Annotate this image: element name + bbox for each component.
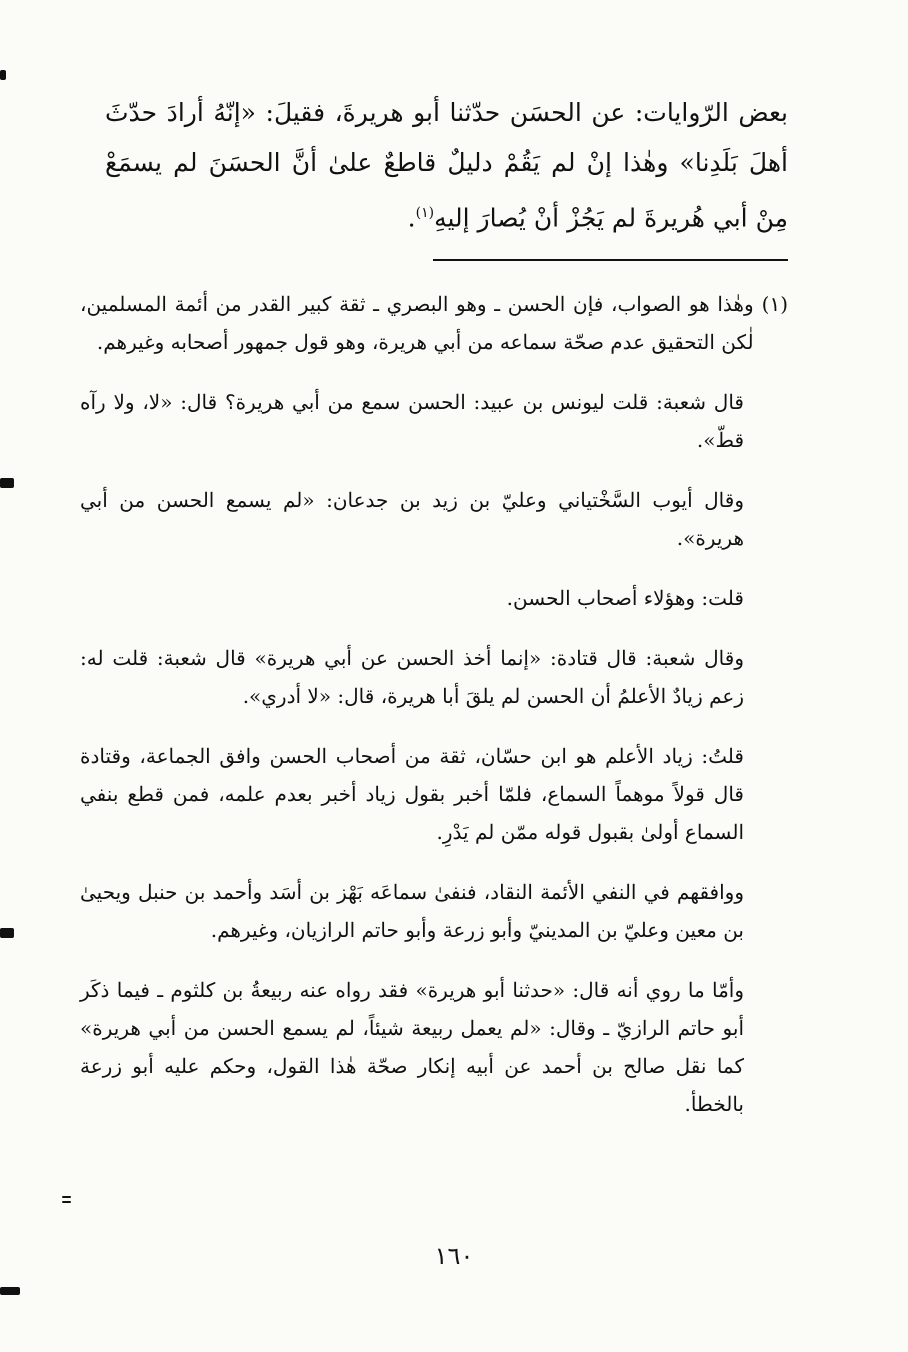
footnote-separator xyxy=(433,259,788,261)
footnotes-section xyxy=(80,285,788,1145)
footnote-paragraph: قال شعبة: قلت ليونس بن عبيد: الحسن سمع من أبي هريرة؟ قال: «لا، ولا رآه قطّ». xyxy=(80,390,744,452)
footnote-1 xyxy=(80,285,788,361)
main-text xyxy=(105,88,788,243)
scan-edge-mark xyxy=(0,1287,20,1295)
footnote-reference[interactable]: (١) xyxy=(415,205,435,221)
footnote-paragraph: قلت: وهؤلاء أصحاب الحسن. xyxy=(506,586,744,610)
footnote-paragraph: وأمّا ما روي أنه قال: «حدثنا أبو هريرة» فقد رواه عنه ربيعةُ بن كلثوم ـ فيما ذكَر أبو حاتم الرازيّ ـ وقال: «لم يعمل ربيعة شيئاً، لم يسمع الحسن من أبي هريرة» كما نقل صالح بن أحمد عن أبيه إنكار صحّة هٰذا القول، وحكم عليه أبو زرعة بالخطأ. xyxy=(80,978,744,1116)
footnote-paragraph: ووافقهم في النفي الأئمة النقاد، فنفىٰ سماعَه بَهْز بن أسَد وأحمد بن حنبل ويحيىٰ بن معين وعليّ بن المدينيّ وأبو زرعة وأبو حاتم الرازيان، وغيرهم. xyxy=(80,880,744,942)
footnote-number: (١) xyxy=(761,292,788,316)
footnote-text: وهٰذا هو الصواب، فإن الحسن ـ وهو البصري ـ ثقة كبير القدر من أئمة المسلمين، لٰكن التحقيق عدم صحّة سماعه من أبي هريرة، وهو قول جمهور أصحابه وغيرهم. xyxy=(80,292,754,354)
main-paragraph-text: بعض الرّوايات: عن الحسَن حدّثنا أبو هريرةَ، فقيلَ: «إنّهُ أرادَ حدّثَ أهلَ بَلَدِنا» وهٰذا إنْ لم يَقُمْ دليلٌ قاطعٌ علىٰ أنَّ الحسَنَ لم يسمَعْ مِنْ أبي هُريرةَ لم يَجُزْ أنْ يُصارَ إليهِ xyxy=(105,98,788,233)
scan-edge-mark xyxy=(62,1201,71,1203)
footnote-paragraph: وقال شعبة: قال قتادة: «إنما أخذ الحسن عن أبي هريرة» قال شعبة: قلت له: زعم زيادٌ الأعلمُ أن الحسن لم يلقَ أبا هريرة، قال: «لا أدري». xyxy=(80,646,744,708)
main-paragraph-end: . xyxy=(407,203,416,233)
scan-edge-mark xyxy=(62,1196,71,1198)
footnote-paragraph: وقال أيوب السَّخْتياني وعليّ بن زيد بن جدعان: «لم يسمع الحسن من أبي هريرة». xyxy=(80,488,744,550)
footnote-paragraph: قلتُ: زياد الأعلم هو ابن حسّان، ثقة من أصحاب الحسن وافق الجماعة، وقتادة قال قولاً موهماً السماع، فلمّا أخبر بقول زياد أخبر بعدم علمه، فمن قطع بنفي السماع أولىٰ بقبول قوله ممّن لم يَدْرِ. xyxy=(80,744,744,844)
scan-edge-mark xyxy=(0,478,14,488)
page-number: ١٦٠ xyxy=(434,1242,474,1270)
main-paragraph xyxy=(105,88,788,243)
scan-edge-mark xyxy=(0,70,6,80)
scan-edge-mark xyxy=(0,928,14,938)
